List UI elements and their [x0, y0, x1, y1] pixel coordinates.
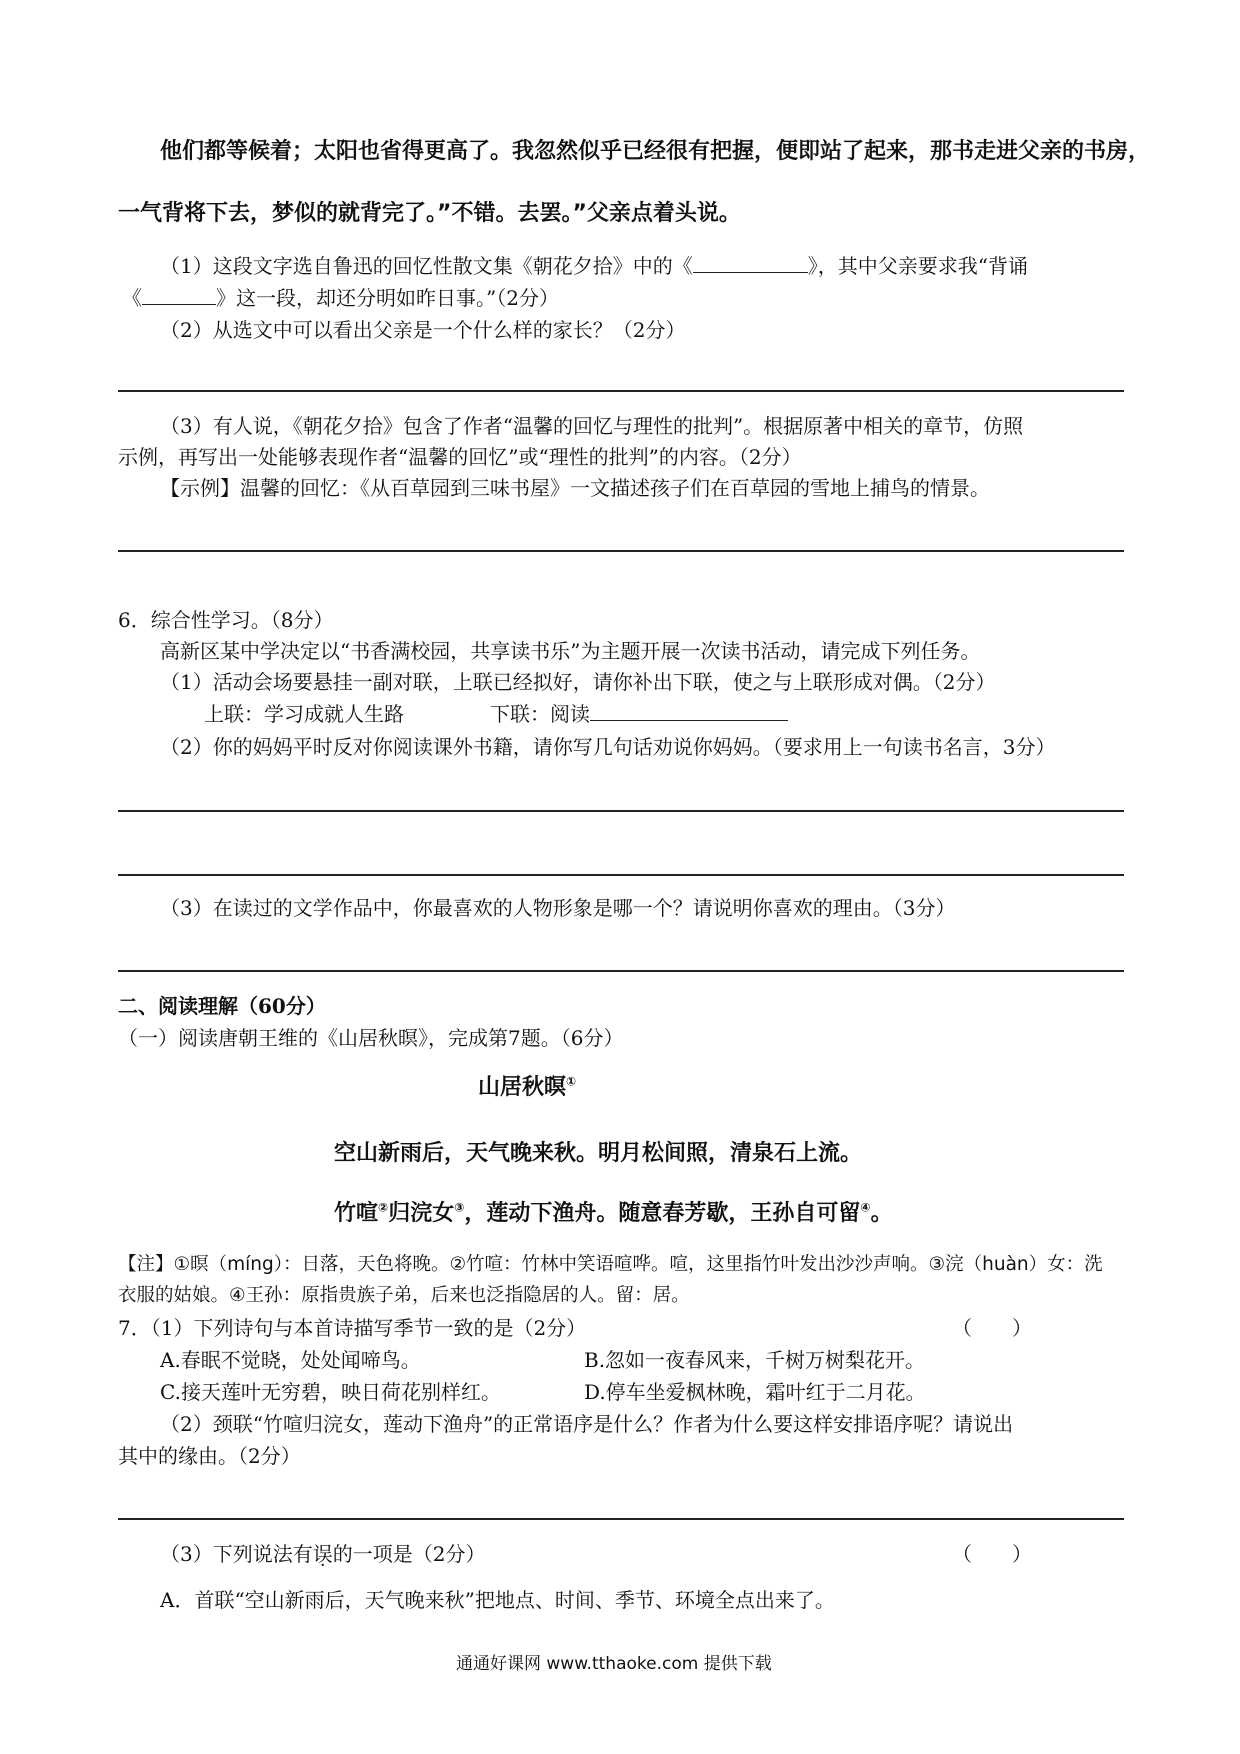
poem-line-1: 空山新雨后，天气晚来秋。明月松间照，清泉石上流。: [334, 1141, 863, 1166]
poem-text: 。: [870, 1201, 893, 1226]
q5-part1-cont: [122, 284, 559, 312]
notes-line-2: 衣服的姑娘。④王孙：原指贵族子弟，后来也泛指隐居的人。留：居。: [118, 1285, 690, 1306]
footnote-mark: ①: [566, 1074, 577, 1089]
passage-line-1: 他们都等候着；太阳也省得更高了。我忽然似乎已经很有把握，便即站了起来，那书走进父亲的书房，: [160, 139, 1151, 164]
answer-parentheses[interactable]: （ ）: [952, 1316, 1032, 1340]
answer-line[interactable]: [118, 874, 1124, 876]
poem-text: 竹喧: [334, 1201, 379, 1226]
q7-part2-b: 其中的缘由。（2分）: [118, 1444, 301, 1468]
couplet-upper: 上联：学习成就人生路: [204, 702, 404, 726]
q5-answer-blank-2[interactable]: [142, 284, 216, 305]
couplet-answer-blank[interactable]: [590, 700, 788, 721]
poem-title: [478, 1074, 576, 1102]
q7-part3: [160, 1540, 485, 1568]
q5-part1-text-d: 》这一段，却还分明如昨日事。”（2分）: [216, 286, 559, 310]
q5-part2: （2）从选文中可以看出父亲是一个什么样的家长？（2分）: [160, 318, 686, 342]
couplet-lower-label: 下联：阅读: [490, 702, 590, 726]
answer-parentheses[interactable]: （ ）: [952, 1542, 1032, 1566]
answer-line[interactable]: [118, 970, 1124, 972]
footnote-mark: ②: [378, 1200, 389, 1215]
answer-line[interactable]: [118, 1518, 1124, 1520]
q6-part2: （2）你的妈妈平时反对你阅读课外书籍，请你写几句话劝说你妈妈。（要求用上一句读书名言，3分）: [160, 735, 1056, 759]
q5-part1: [160, 252, 1028, 280]
q5-part1-text-b: 》，其中父亲要求我“背诵: [807, 254, 1028, 278]
poem-text: 归浣女: [388, 1201, 455, 1226]
q5-answer-blank-1[interactable]: [693, 252, 808, 273]
poem-title-text: 山居秋暝: [478, 1075, 567, 1100]
q7-part3-text: （3）下列说法有: [160, 1542, 313, 1566]
answer-line[interactable]: [118, 550, 1124, 552]
option-c: C.接天莲叶无穷碧，映日荷花别样红。: [160, 1380, 501, 1404]
q7-part1: 7．（1）下列诗句与本首诗描写季节一致的是（2分）: [118, 1316, 587, 1340]
option-d: D.停车坐爱枫林晚，霜叶红于二月花。: [584, 1380, 926, 1404]
option-a: A．首联“空山新雨后，天气晚来秋”把地点、时间、季节、环境全点出来了。: [160, 1588, 835, 1612]
footnote-mark: ④: [860, 1200, 871, 1215]
answer-line[interactable]: [118, 810, 1124, 812]
couplet-lower: [490, 700, 788, 728]
q6-title: 6．综合性学习。（8分）: [118, 608, 334, 632]
answer-line[interactable]: [118, 390, 1124, 392]
q5-part3-b: 示例，再写出一处能够表现作者“温馨的回忆”或“理性的批判”的内容。（2分）: [118, 445, 802, 469]
q5-part1-text-a: （1）这段文字选自鲁迅的回忆性散文集《朝花夕拾》中的《: [160, 254, 693, 278]
passage-line-2: 一气背将下去，梦似的就背完了。”不错。去罢。”父亲点着头说。: [118, 201, 741, 226]
option-a: A.春眠不觉晓，处处闻啼鸟。: [160, 1348, 421, 1372]
notes-line-1: 【注】①暝（míng）：日落，天色将晚。②竹喧：竹林中笑语喧哗。喧，这里指竹叶发出沙沙声响。③浣（huàn）女：洗: [118, 1254, 1103, 1275]
q5-example: 【示例】温馨的回忆：《从百草园到三味书屋》一文描述孩子们在百草园的雪地上捕鸟的情景。: [160, 476, 990, 500]
footer-text: 通通好课网 www.tthaoke.com 提供下载: [456, 1654, 772, 1674]
poem-line-2: [334, 1200, 893, 1228]
footnote-mark: ③: [454, 1200, 465, 1215]
poem-text: ，莲动下渔舟。随意春芳歇，王孙自可留: [464, 1201, 861, 1226]
emphasis-char: 误: [312, 1542, 333, 1566]
q7-part3-text: 的一项是（2分）: [332, 1542, 486, 1566]
section-title: 二、阅读理解（60分）: [118, 994, 326, 1018]
q6-part1: （1）活动会场要悬挂一副对联，上联已经拟好，请你补出下联，使之与上联形成对偶。（2分）: [160, 670, 996, 694]
q5-part1-text-c: 《: [122, 286, 142, 310]
option-b: B.忽如一夜春风来，千树万树梨花开。: [584, 1348, 926, 1372]
q6-part3: （3）在读过的文学作品中，你最喜欢的人物形象是哪一个？请说明你喜欢的理由。（3分）: [160, 896, 956, 920]
q7-part2-a: （2）颈联“竹喧归浣女，莲动下渔舟”的正常语序是什么？作者为什么要这样安排语序呢？请说出: [160, 1412, 1014, 1436]
q6-intro: 高新区某中学决定以“书香满校园，共享读书乐”为主题开展一次读书活动，请完成下列任务。: [160, 639, 981, 663]
q5-part3-a: （3）有人说，《朝花夕拾》包含了作者“温馨的回忆与理性的批判”。根据原著中相关的章节，仿照: [160, 414, 1024, 438]
section-subtitle: （一）阅读唐朝王维的《山居秋暝》，完成第7题。（6分）: [118, 1026, 624, 1050]
